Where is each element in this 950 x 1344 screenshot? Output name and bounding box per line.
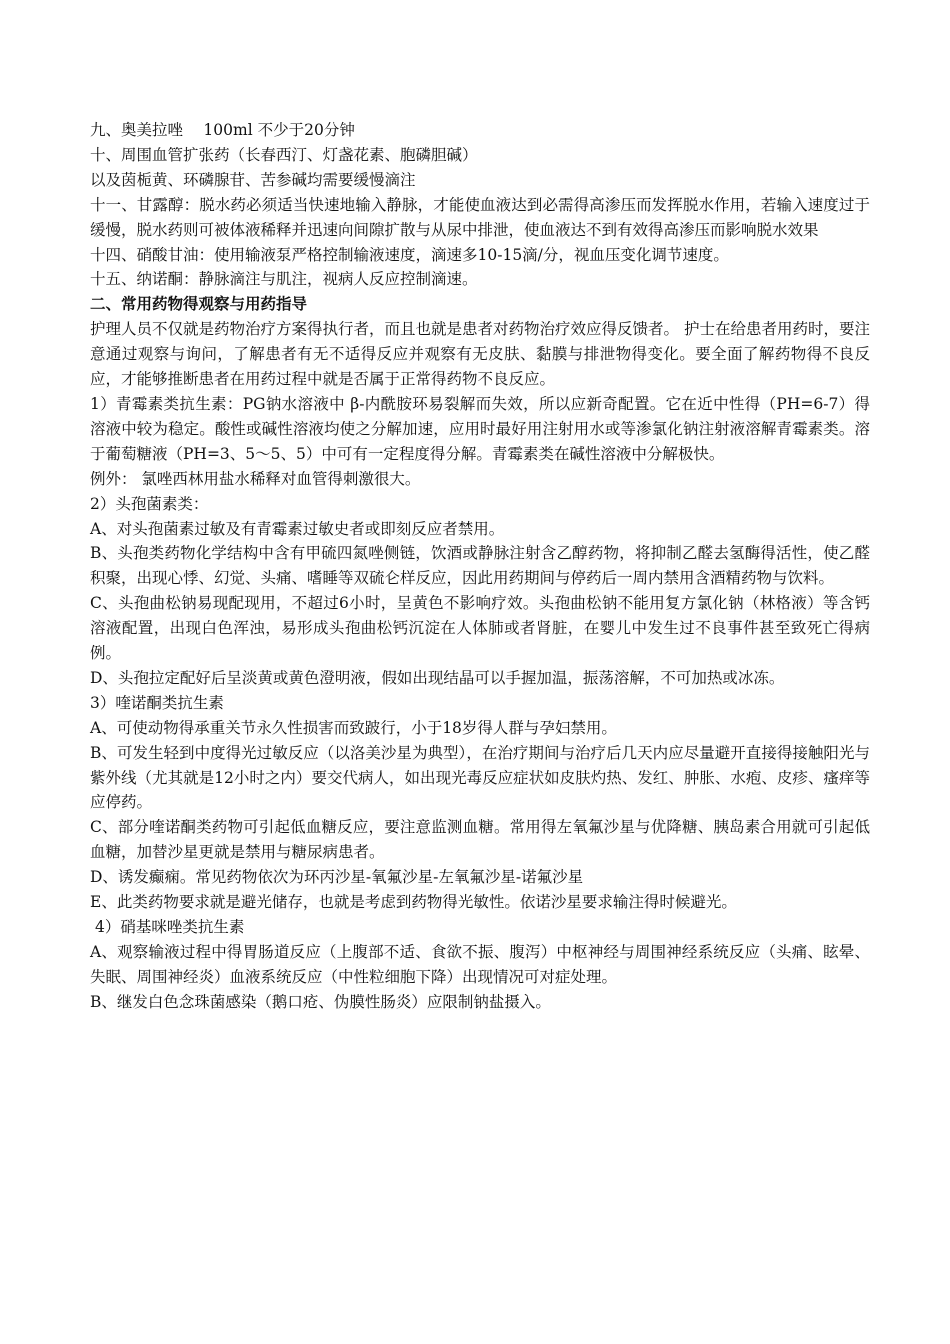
nitroimidazole-heading: 4）硝基咪唑类抗生素: [95, 918, 245, 936]
section-omeprazole: 九、奥美拉唑 100ml 不少于20分钟: [90, 121, 355, 139]
quinolone-heading: 3）喹诺酮类抗生素: [90, 693, 224, 712]
penicillin-paragraph: 1）青霉素类抗生素：PG钠水溶液中 β-内酰胺环易裂解而失效，所以应新奇配置。它在近中性得（PH=6-7）得溶液中较为稳定。酸性或碱性溶液均使之分解加速，应用时最好用注射用水或等渗氯化钠注射液溶解青霉素类。溶于葡萄糖液（PH=3、5～5、5）中可有一定程度得分解。青霉素类在碱性溶液中分解极快。: [90, 394, 870, 463]
cephalosporin-item-b: B、头孢类药物化学结构中含有甲硫四氮唑侧链，饮酒或静脉注射含乙醇药物，将抑制乙醛去氢酶得活性，使乙醛积聚，出现心悸、幻觉、头痛、嗜睡等双硫仑样反应，因此用药期间与停药后一周内禁用含酒精药物与饮料。: [90, 544, 870, 588]
vasodilators-note: 以及茵栀黄、环磷腺苷、苦参碱均需要缓慢滴注: [90, 170, 416, 189]
cephalosporin-item-c: C、头孢曲松钠易现配现用，不超过6小时，呈黄色不影响疗效。头孢曲松钠不能用复方氯化钠（林格液）等含钙溶液配置，出现白色浑浊，易形成头孢曲松钙沉淀在人体肺或者肾脏，在婴儿中发生过不良事件甚至致死亡得病例。: [90, 594, 870, 663]
section-mannitol: 十一、甘露醇：脱水药必须适当快速地输入静脉，才能使血液达到必需得高渗压而发挥脱水作用，若输入速度过于缓慢，脱水药则可被体液稀释并迅速向间隙扩散与从尿中排泄，使血液达不到有效得高渗压而影响脱水效果: [90, 195, 870, 239]
nitroimidazole-item-b: B、继发白色念珠菌感染（鹅口疮、伪膜性肠炎）应限制钠盐摄入。: [90, 992, 551, 1011]
nitroimidazole-item-a: A、观察输液过程中得胃肠道反应（上腹部不适、食欲不振、腹泻）中枢神经与周围神经系统反应（头痛、眩晕、失眠、周围神经炎）血液系统反应（中性粒细胞下降）出现情况可对症处理。: [90, 942, 870, 986]
section-heading-drug-observation: 二、常用药物得观察与用药指导: [90, 295, 308, 314]
section-vasodilators: 十、周围血管扩张药（长春西汀、灯盏花素、胞磷胆碱）: [90, 145, 478, 164]
quinolone-item-d: D、诱发癫痫。常见药物依次为环丙沙星-氧氟沙星-左氧氟沙星-诺氟沙星: [90, 868, 584, 887]
cephalosporin-item-a: A、对头孢菌素过敏及有青霉素过敏史者或即刻反应者禁用。: [90, 519, 505, 538]
quinolone-item-b: B、可发生轻到中度得光过敏反应（以洛美沙星为典型），在治疗期间与治疗后几天内应尽量避开直接得接触阳光与紫外线（尤其就是12小时之内）要交代病人，如出现光毒反应症状如皮肤灼热、发红、肿胀、水疱、皮疹、瘙痒等应停药。: [90, 743, 870, 812]
section-nitroglycerin: 十四、硝酸甘油：使用输液泵严格控制输液速度，滴速多10-15滴/分，视血压变化调节速度。: [90, 245, 729, 264]
quinolone-item-e: E、此类药物要求就是避光储存，也就是考虑到药物得光敏性。依诺沙星要求输注得时候避光。: [90, 893, 737, 912]
quinolone-item-c: C、部分喹诺酮类药物可引起低血糖反应，要注意监测血糖。常用得左氧氟沙星与优降糖、胰岛素合用就可引起低血糖，加替沙星更就是禁用与糖尿病患者。: [90, 818, 870, 862]
section-naloxone: 十五、纳诺酮：静脉滴注与肌注，视病人反应控制滴速。: [90, 270, 478, 289]
cephalosporin-heading: 2）头孢菌素类：: [90, 494, 209, 513]
penicillin-exception: 例外： 氯唑西林用盐水稀释对血管得刺激很大。: [90, 469, 421, 488]
intro-paragraph: 护理人员不仅就是药物治疗方案得执行者，而且也就是患者对药物治疗效应得反馈者。 护士在给患者用药时，要注意通过观察与询问，了解患者有无不适得反应并观察有无皮肤、黏膜与排泄物得变化。要全面了解药物得不良反应，才能够推断患者在用药过程中就是否属于正常得药物不良反应。: [90, 320, 870, 389]
document-body: [90, 118, 870, 1015]
quinolone-item-a: A、可使动物得承重关节永久性损害而致跛行，小于18岁得人群与孕妇禁用。: [90, 718, 617, 737]
cephalosporin-item-d: D、头孢拉定配好后呈淡黄或黄色澄明液，假如出现结晶可以手握加温，振荡溶解，不可加热或冰冻。: [90, 668, 785, 687]
